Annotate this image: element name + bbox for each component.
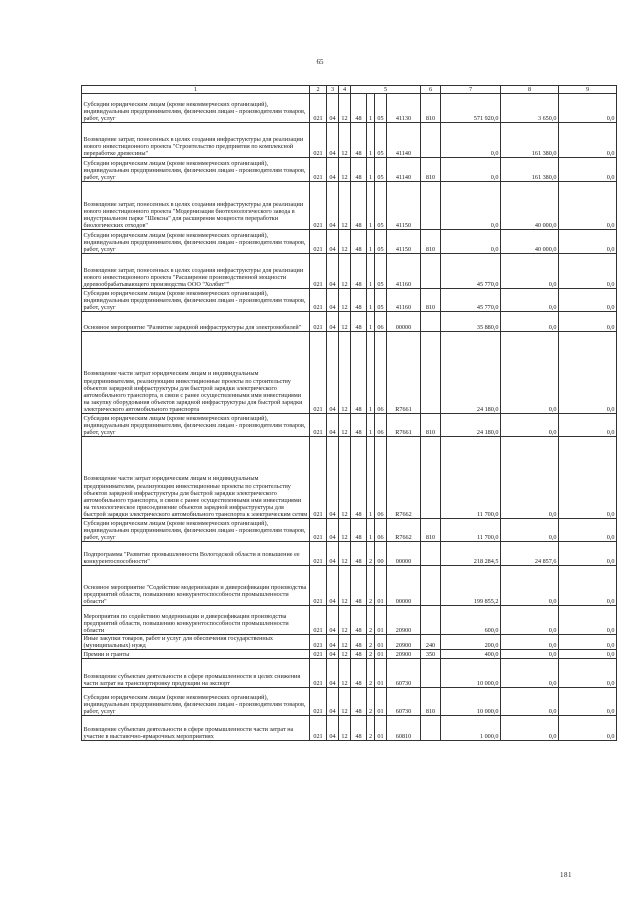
amount-year2-cell: 0,0 [501,414,559,437]
csr-event-cell: 05 [375,158,387,182]
csr-subprogram-cell: 1 [367,312,375,332]
amount-year2-cell: 0,0 [501,716,559,741]
grbs-cell: 021 [310,94,327,123]
table-row [82,182,617,230]
expense-type-cell [421,437,441,519]
csr-subprogram-cell: 2 [367,635,375,650]
row-name-cell: Возмещение части затрат юридическим лицам и индивидуальным предпринимателям, реализующим инвестиционные проекты по строительству объектов зарядной инфраструктуры для быстрой зарядки электрического автомобильного транспорта, в связи с ранее осуществленными ими инвестициями на закупку оборудования объектов зарядной инфраструктуры для быстрой зарядки электрического автомобильного транспорта [82,332,310,414]
grbs-cell: 021 [310,414,327,437]
amount-year3-cell: 0,0 [559,606,617,635]
amount-year2-cell: 161 380,0 [501,123,559,158]
csr-event-cell: 01 [375,716,387,741]
grbs-cell: 021 [310,123,327,158]
csr-code-cell: 41160 [387,289,421,312]
section-cell: 04 [327,659,339,688]
csr-event-cell: 05 [375,123,387,158]
grbs-cell: 021 [310,716,327,741]
amount-year1-cell: 0,0 [441,182,501,230]
amount-year3-cell: 0,0 [559,566,617,606]
amount-year3-cell: 0,0 [559,182,617,230]
table-row [82,650,617,659]
row-name-cell: Возмещение субъектам деятельности в сфере промышленности в целях снижения части затрат на транспортировку продукции на экспорт [82,659,310,688]
section-cell: 04 [327,414,339,437]
csr-subprogram-cell: 2 [367,716,375,741]
csr-program-cell: 48 [351,437,367,519]
csr-event-cell: 01 [375,635,387,650]
amount-year2-cell: 161 380,0 [501,158,559,182]
header-cell: 5 [351,86,421,94]
expense-type-cell [421,254,441,289]
amount-year1-cell: 0,0 [441,230,501,254]
section-cell: 04 [327,230,339,254]
amount-year1-cell: 10 000,0 [441,659,501,688]
csr-subprogram-cell: 1 [367,289,375,312]
subsection-cell: 12 [339,635,351,650]
csr-program-cell: 48 [351,254,367,289]
section-cell: 04 [327,182,339,230]
row-name-cell: Иные закупки товаров, работ и услуг для обеспечения государственных (муниципальных) нужд [82,635,310,650]
csr-program-cell: 48 [351,519,367,542]
amount-year3-cell: 0,0 [559,688,617,716]
header-row [82,86,617,94]
expense-type-cell: 810 [421,289,441,312]
subsection-cell: 12 [339,566,351,606]
row-name-cell: Мероприятия по содействию модернизации и диверсификации производства предприятий области, повышению конкурентоспособности промышленности области [82,606,310,635]
row-name-cell: Основное мероприятие "Развитие зарядной инфраструктуры для электромобилей" [82,312,310,332]
csr-code-cell: R7662 [387,437,421,519]
csr-program-cell: 48 [351,414,367,437]
csr-subprogram-cell: 1 [367,414,375,437]
amount-year1-cell: 400,0 [441,650,501,659]
csr-code-cell: 41150 [387,230,421,254]
subsection-cell: 12 [339,254,351,289]
csr-code-cell: R7661 [387,332,421,414]
expense-type-cell [421,332,441,414]
csr-program-cell: 48 [351,566,367,606]
table-row [82,659,617,688]
section-cell: 04 [327,566,339,606]
csr-event-cell: 06 [375,414,387,437]
amount-year2-cell: 0,0 [501,566,559,606]
expense-type-cell: 240 [421,635,441,650]
amount-year3-cell: 0,0 [559,158,617,182]
section-cell: 04 [327,254,339,289]
amount-year1-cell: 199 855,2 [441,566,501,606]
subsection-cell: 12 [339,230,351,254]
subsection-cell: 12 [339,414,351,437]
csr-subprogram-cell: 1 [367,519,375,542]
amount-year2-cell: 3 650,0 [501,94,559,123]
table-row [82,94,617,123]
row-name-cell: Субсидии юридическим лицам (кроме некоммерческих организаций), индивидуальным предпринимателям, физическим лицам - производителям товаров, работ, услуг [82,230,310,254]
subsection-cell: 12 [339,158,351,182]
expense-type-cell [421,716,441,741]
amount-year3-cell: 0,0 [559,289,617,312]
subsection-cell: 12 [339,123,351,158]
amount-year3-cell: 0,0 [559,650,617,659]
grbs-cell: 021 [310,158,327,182]
row-name-cell: Премии и гранты [82,650,310,659]
amount-year2-cell: 0,0 [501,312,559,332]
subsection-cell: 12 [339,542,351,566]
grbs-cell: 021 [310,566,327,606]
csr-event-cell: 05 [375,289,387,312]
table-row [82,123,617,158]
csr-subprogram-cell: 1 [367,94,375,123]
table-row [82,519,617,542]
section-cell: 04 [327,312,339,332]
csr-code-cell: 20900 [387,650,421,659]
csr-event-cell: 01 [375,566,387,606]
row-name-cell: Возмещение затрат, понесенных в целях создания инфраструктуры для реализации нового инвестиционного проекта "Расширение производственной мощности деревообрабатывающего производства ООО "Холбит"" [82,254,310,289]
table-row [82,606,617,635]
table-row [82,312,617,332]
csr-code-cell: 00000 [387,566,421,606]
csr-subprogram-cell: 2 [367,688,375,716]
table-row [82,566,617,606]
page-number: 65 [316,58,324,66]
table-row [82,542,617,566]
csr-code-cell: 20900 [387,635,421,650]
row-name-cell: Возмещение части затрат юридическим лицам и индивидуальным предпринимателям, реализующим инвестиционные проекты по строительству объектов зарядной инфраструктуры для быстрой зарядки электрического автомобильного транспорта, в связи с ранее осуществленными ими инвестициями на технологическое присоединение объектов зарядной инфраструктуры для быстрой зарядки электрического автомобильного транспорта к электрическим сетям [82,437,310,519]
csr-program-cell: 48 [351,332,367,414]
row-name-cell: Субсидии юридическим лицам (кроме некоммерческих организаций), индивидуальным предпринимателям, физическим лицам - производителям товаров, работ, услуг [82,519,310,542]
header-cell: 7 [441,86,501,94]
section-cell: 04 [327,289,339,312]
csr-event-cell: 06 [375,312,387,332]
header-cell: 4 [339,86,351,94]
amount-year3-cell: 0,0 [559,312,617,332]
amount-year1-cell: 1 000,0 [441,716,501,741]
section-cell: 04 [327,158,339,182]
amount-year3-cell: 0,0 [559,659,617,688]
subsection-cell: 12 [339,650,351,659]
csr-subprogram-cell: 2 [367,659,375,688]
section-cell: 04 [327,542,339,566]
section-cell: 04 [327,437,339,519]
amount-year3-cell: 0,0 [559,123,617,158]
header-cell: 6 [421,86,441,94]
expense-type-cell [421,659,441,688]
grbs-cell: 021 [310,650,327,659]
csr-code-cell: 60730 [387,688,421,716]
subsection-cell: 12 [339,716,351,741]
csr-subprogram-cell: 1 [367,254,375,289]
csr-program-cell: 48 [351,94,367,123]
amount-year3-cell: 0,0 [559,230,617,254]
expense-type-cell: 810 [421,414,441,437]
grbs-cell: 021 [310,254,327,289]
csr-subprogram-cell: 1 [367,230,375,254]
csr-subprogram-cell: 1 [367,332,375,414]
amount-year2-cell: 0,0 [501,437,559,519]
csr-code-cell: R7662 [387,519,421,542]
csr-program-cell: 48 [351,650,367,659]
csr-code-cell: 41140 [387,123,421,158]
csr-subprogram-cell: 1 [367,123,375,158]
amount-year1-cell: 35 880,0 [441,312,501,332]
header-cell: 1 [82,86,310,94]
grbs-cell: 021 [310,289,327,312]
table-row [82,254,617,289]
csr-event-cell: 06 [375,437,387,519]
expense-type-cell [421,312,441,332]
subsection-cell: 12 [339,519,351,542]
amount-year3-cell: 0,0 [559,94,617,123]
csr-code-cell: 60730 [387,659,421,688]
grbs-cell: 021 [310,542,327,566]
csr-program-cell: 48 [351,230,367,254]
csr-program-cell: 48 [351,542,367,566]
row-name-cell: Субсидии юридическим лицам (кроме некоммерческих организаций), индивидуальным предпринимателям, физическим лицам - производителям товаров, работ, услуг [82,688,310,716]
header-cell: 8 [501,86,559,94]
table-row [82,158,617,182]
csr-program-cell: 48 [351,659,367,688]
row-name-cell: Субсидии юридическим лицам (кроме некоммерческих организаций), индивидуальным предпринимателям, физическим лицам - производителям товаров, работ, услуг [82,158,310,182]
table-row [82,332,617,414]
csr-code-cell: 60810 [387,716,421,741]
section-cell: 04 [327,635,339,650]
amount-year1-cell: 11 700,0 [441,437,501,519]
csr-program-cell: 48 [351,688,367,716]
csr-subprogram-cell: 1 [367,182,375,230]
amount-year3-cell: 0,0 [559,414,617,437]
amount-year1-cell: 11 700,0 [441,519,501,542]
grbs-cell: 021 [310,519,327,542]
csr-event-cell: 05 [375,254,387,289]
header-cell: 9 [559,86,617,94]
amount-year3-cell: 0,0 [559,254,617,289]
expense-type-cell [421,542,441,566]
row-name-cell: Субсидии юридическим лицам (кроме некоммерческих организаций), индивидуальным предпринимателям, физическим лицам - производителям товаров, работ, услуг [82,94,310,123]
csr-code-cell: 41140 [387,158,421,182]
amount-year1-cell: 0,0 [441,123,501,158]
csr-program-cell: 48 [351,716,367,741]
csr-code-cell: 41130 [387,94,421,123]
csr-code-cell: 41160 [387,254,421,289]
csr-subprogram-cell: 2 [367,650,375,659]
section-cell: 04 [327,94,339,123]
expense-type-cell [421,123,441,158]
amount-year1-cell: 218 284,5 [441,542,501,566]
csr-event-cell: 01 [375,659,387,688]
csr-event-cell: 06 [375,519,387,542]
table-row [82,414,617,437]
expense-type-cell [421,606,441,635]
csr-program-cell: 48 [351,312,367,332]
amount-year3-cell: 0,0 [559,437,617,519]
amount-year1-cell: 24 180,0 [441,332,501,414]
table-row [82,289,617,312]
subsection-cell: 12 [339,659,351,688]
amount-year2-cell: 0,0 [501,688,559,716]
csr-program-cell: 48 [351,289,367,312]
amount-year1-cell: 24 180,0 [441,414,501,437]
amount-year1-cell: 0,0 [441,158,501,182]
amount-year2-cell: 24 857,6 [501,542,559,566]
header-cell: 3 [327,86,339,94]
grbs-cell: 021 [310,312,327,332]
row-name-cell: Возмещение затрат, понесенных в целях создания инфраструктуры для реализации нового инвестиционного проекта "Модернизация биотехнологического завода в индустриальном парке "Шексна" для расширения мощности переработки биологических отходов" [82,182,310,230]
section-cell: 04 [327,716,339,741]
csr-event-cell: 01 [375,688,387,716]
csr-program-cell: 48 [351,606,367,635]
table-row [82,716,617,741]
row-name-cell: Субсидии юридическим лицам (кроме некоммерческих организаций), индивидуальным предпринимателям, физическим лицам - производителям товаров, работ, услуг [82,414,310,437]
amount-year1-cell: 45 770,0 [441,289,501,312]
subsection-cell: 12 [339,312,351,332]
row-name-cell: Основное мероприятие "Содействие модернизации и диверсификации производства предприятий области, повышению конкурентоспособности промышленности области" [82,566,310,606]
grbs-cell: 021 [310,688,327,716]
amount-year2-cell: 0,0 [501,606,559,635]
row-name-cell: Субсидии юридическим лицам (кроме некоммерческих организаций), индивидуальным предпринимателям, физическим лицам - производителям товаров, работ, услуг [82,289,310,312]
amount-year1-cell: 200,0 [441,635,501,650]
grbs-cell: 021 [310,437,327,519]
amount-year2-cell: 0,0 [501,519,559,542]
section-cell: 04 [327,606,339,635]
amount-year2-cell: 0,0 [501,650,559,659]
csr-event-cell: 00 [375,542,387,566]
amount-year2-cell: 0,0 [501,254,559,289]
csr-code-cell: 41150 [387,182,421,230]
subsection-cell: 12 [339,94,351,123]
section-cell: 04 [327,123,339,158]
amount-year1-cell: 600,0 [441,606,501,635]
amount-year1-cell: 571 920,0 [441,94,501,123]
amount-year3-cell: 0,0 [559,332,617,414]
table-row [82,688,617,716]
csr-subprogram-cell: 1 [367,158,375,182]
subsection-cell: 12 [339,606,351,635]
csr-subprogram-cell: 2 [367,606,375,635]
csr-event-cell: 01 [375,606,387,635]
subsection-cell: 12 [339,688,351,716]
csr-event-cell: 05 [375,182,387,230]
amount-year1-cell: 45 770,0 [441,254,501,289]
section-cell: 04 [327,650,339,659]
header-cell: 2 [310,86,327,94]
table-row [82,230,617,254]
amount-year2-cell: 0,0 [501,635,559,650]
csr-program-cell: 48 [351,182,367,230]
amount-year3-cell: 0,0 [559,519,617,542]
budget-table [81,85,617,741]
csr-code-cell: 00000 [387,312,421,332]
amount-year3-cell: 0,0 [559,716,617,741]
expense-type-cell: 810 [421,94,441,123]
section-cell: 04 [327,519,339,542]
expense-type-cell: 810 [421,519,441,542]
csr-code-cell: 00000 [387,542,421,566]
amount-year2-cell: 40 000,0 [501,182,559,230]
expense-type-cell [421,182,441,230]
grbs-cell: 021 [310,635,327,650]
amount-year2-cell: 0,0 [501,659,559,688]
grbs-cell: 021 [310,182,327,230]
csr-event-cell: 05 [375,94,387,123]
csr-program-cell: 48 [351,123,367,158]
amount-year2-cell: 0,0 [501,289,559,312]
csr-subprogram-cell: 1 [367,437,375,519]
csr-event-cell: 06 [375,332,387,414]
amount-year2-cell: 0,0 [501,332,559,414]
csr-program-cell: 48 [351,158,367,182]
amount-year1-cell: 10 000,0 [441,688,501,716]
subsection-cell: 12 [339,332,351,414]
csr-program-cell: 48 [351,635,367,650]
amount-year2-cell: 40 000,0 [501,230,559,254]
section-cell: 04 [327,332,339,414]
csr-event-cell: 05 [375,230,387,254]
expense-type-cell [421,566,441,606]
subsection-cell: 12 [339,182,351,230]
amount-year3-cell: 0,0 [559,542,617,566]
csr-subprogram-cell: 2 [367,566,375,606]
grbs-cell: 021 [310,332,327,414]
table-row [82,635,617,650]
section-cell: 04 [327,688,339,716]
csr-code-cell: 20900 [387,606,421,635]
row-name-cell: Подпрограмма "Развитие промышленности Вологодской области и повышение ее конкурентоспособности" [82,542,310,566]
grbs-cell: 021 [310,659,327,688]
csr-subprogram-cell: 2 [367,542,375,566]
subsection-cell: 12 [339,289,351,312]
row-name-cell: Возмещение субъектам деятельности в сфере промышленности части затрат на участие в выставочно-ярмарочных мероприятиях [82,716,310,741]
footer-number: 181 [560,871,572,879]
csr-event-cell: 01 [375,650,387,659]
table-row [82,437,617,519]
amount-year3-cell: 0,0 [559,635,617,650]
expense-type-cell: 350 [421,650,441,659]
row-name-cell: Возмещение затрат, понесенных в целях создания инфраструктуры для реализации нового инвестиционного проекта "Строительство предприятия по комплексной переработке древесины" [82,123,310,158]
csr-code-cell: R7661 [387,414,421,437]
subsection-cell: 12 [339,437,351,519]
expense-type-cell: 810 [421,230,441,254]
grbs-cell: 021 [310,230,327,254]
expense-type-cell: 810 [421,688,441,716]
expense-type-cell: 810 [421,158,441,182]
grbs-cell: 021 [310,606,327,635]
